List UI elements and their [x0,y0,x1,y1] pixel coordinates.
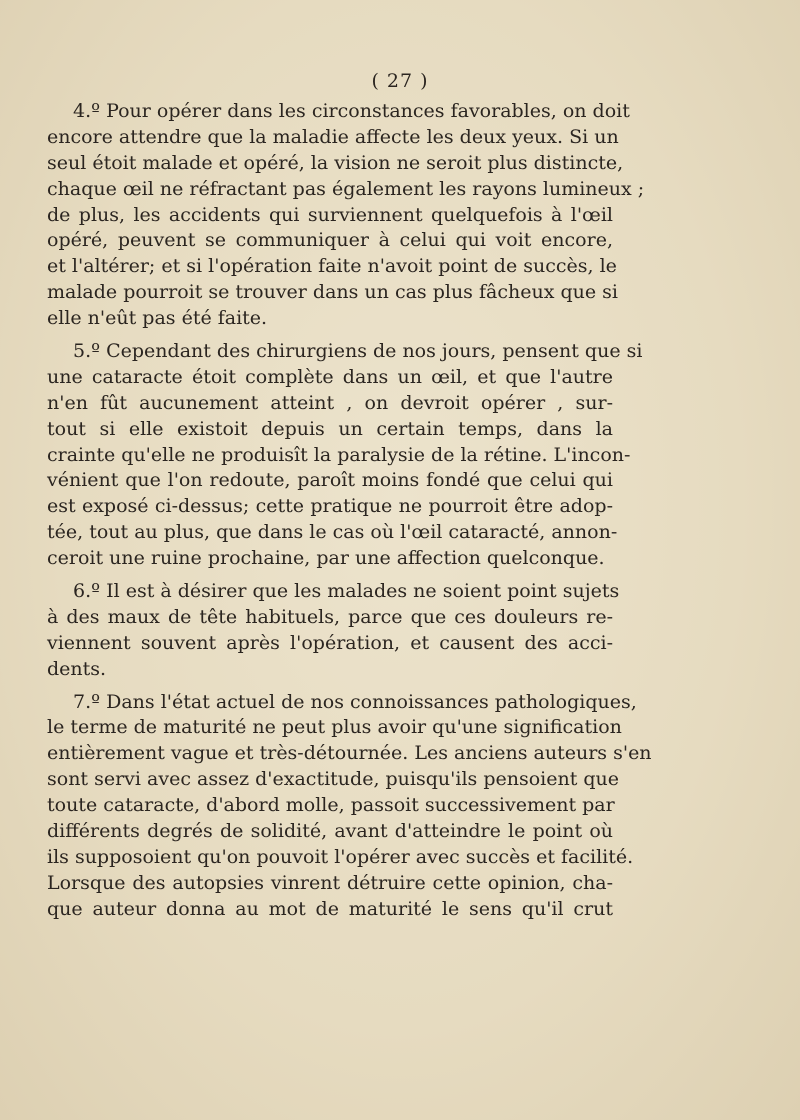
text-line: ils supposoient qu'on pouvoit l'opérer avec succès et facilité. [47,845,634,868]
text-line: malade pourroit se trouver dans un cas plus fâcheux que si [47,281,618,304]
text-line: chaque œil ne réfractant pas également les rayons lumineux ; [47,177,645,200]
paragraph-4 [47,99,645,332]
text-line: dents. [47,657,107,680]
paragraph-5 [47,339,643,572]
text-line: seul étoit malade et opéré, la vision ne seroit plus distincte, [47,151,624,174]
page-number: ( 27 ) [371,70,429,92]
text-line: 4.º Pour opérer dans les circonstances favorables, on doit [73,100,630,122]
text-line: ceroit une ruine prochaine, par une affection quelconque. [47,547,605,570]
text-line: Lorsque des autopsies vinrent détruire cette opinion, cha- [47,871,613,894]
text-line: et l'altérer; et si l'opération faite n'avoit point de succès, le [47,255,617,278]
text-line: 6.º Il est à désirer que les malades ne soient point sujets [73,580,620,603]
text-line: de plus, les accidents qui surviennent quelquefois à l'œil [47,203,613,226]
text-line: le terme de maturité ne peut plus avoir qu'une signification [47,716,622,739]
paragraph-gap [47,572,613,579]
text-line: une cataracte étoit complète dans un œil, et que l'autre [47,365,613,388]
text-line: encore attendre que la maladie affecte les deux yeux. Si un [47,125,619,148]
text-line: 7.º Dans l'état actuel de nos connoissances pathologiques, [73,690,637,713]
text-line: est exposé ci-dessus; cette pratique ne pourroit être adop- [47,495,613,518]
text-line: toute cataracte, d'abord molle, passoit successivement par [47,794,615,817]
paragraph-6 [47,579,620,683]
text-line: viennent souvent après l'opération, et causent des acci- [47,631,613,654]
text-line: n'en fût aucunement atteint , on devroit opérer , sur- [47,391,613,414]
paragraph-gap [47,332,613,339]
text-line: tout si elle existoit depuis un certain temps, dans la [47,417,613,440]
text-line: différents degrés de solidité, avant d'atteindre le point où [47,820,613,843]
paragraph-7 [47,690,652,923]
text-line: 5.º Cependant des chirurgiens de nos jours, pensent que si [73,340,643,363]
text-line: que auteur donna au mot de maturité le sens qu'il crut [47,897,613,920]
text-line: vénient que l'on redoute, paroît moins fondé que celui qui [47,469,613,492]
paragraph-gap [47,683,613,690]
text-line: crainte qu'elle ne produisît la paralysie de la rétine. L'incon- [47,443,631,466]
text-line: à des maux de tête habituels, parce que ces douleurs re- [47,605,613,628]
text-line: elle n'eût pas été faite. [47,307,268,330]
text-line: tée, tout au plus, que dans le cas où l'œil cataracté, annon- [47,521,618,544]
body-text [47,99,652,923]
text-line: entièrement vague et très-détournée. Les anciens auteurs s'en [47,742,652,765]
text-line: opéré, peuvent se communiquer à celui qui voit encore, [47,229,613,252]
text-line: sont servi avec assez d'exactitude, puisqu'ils pensoient que [47,768,620,791]
